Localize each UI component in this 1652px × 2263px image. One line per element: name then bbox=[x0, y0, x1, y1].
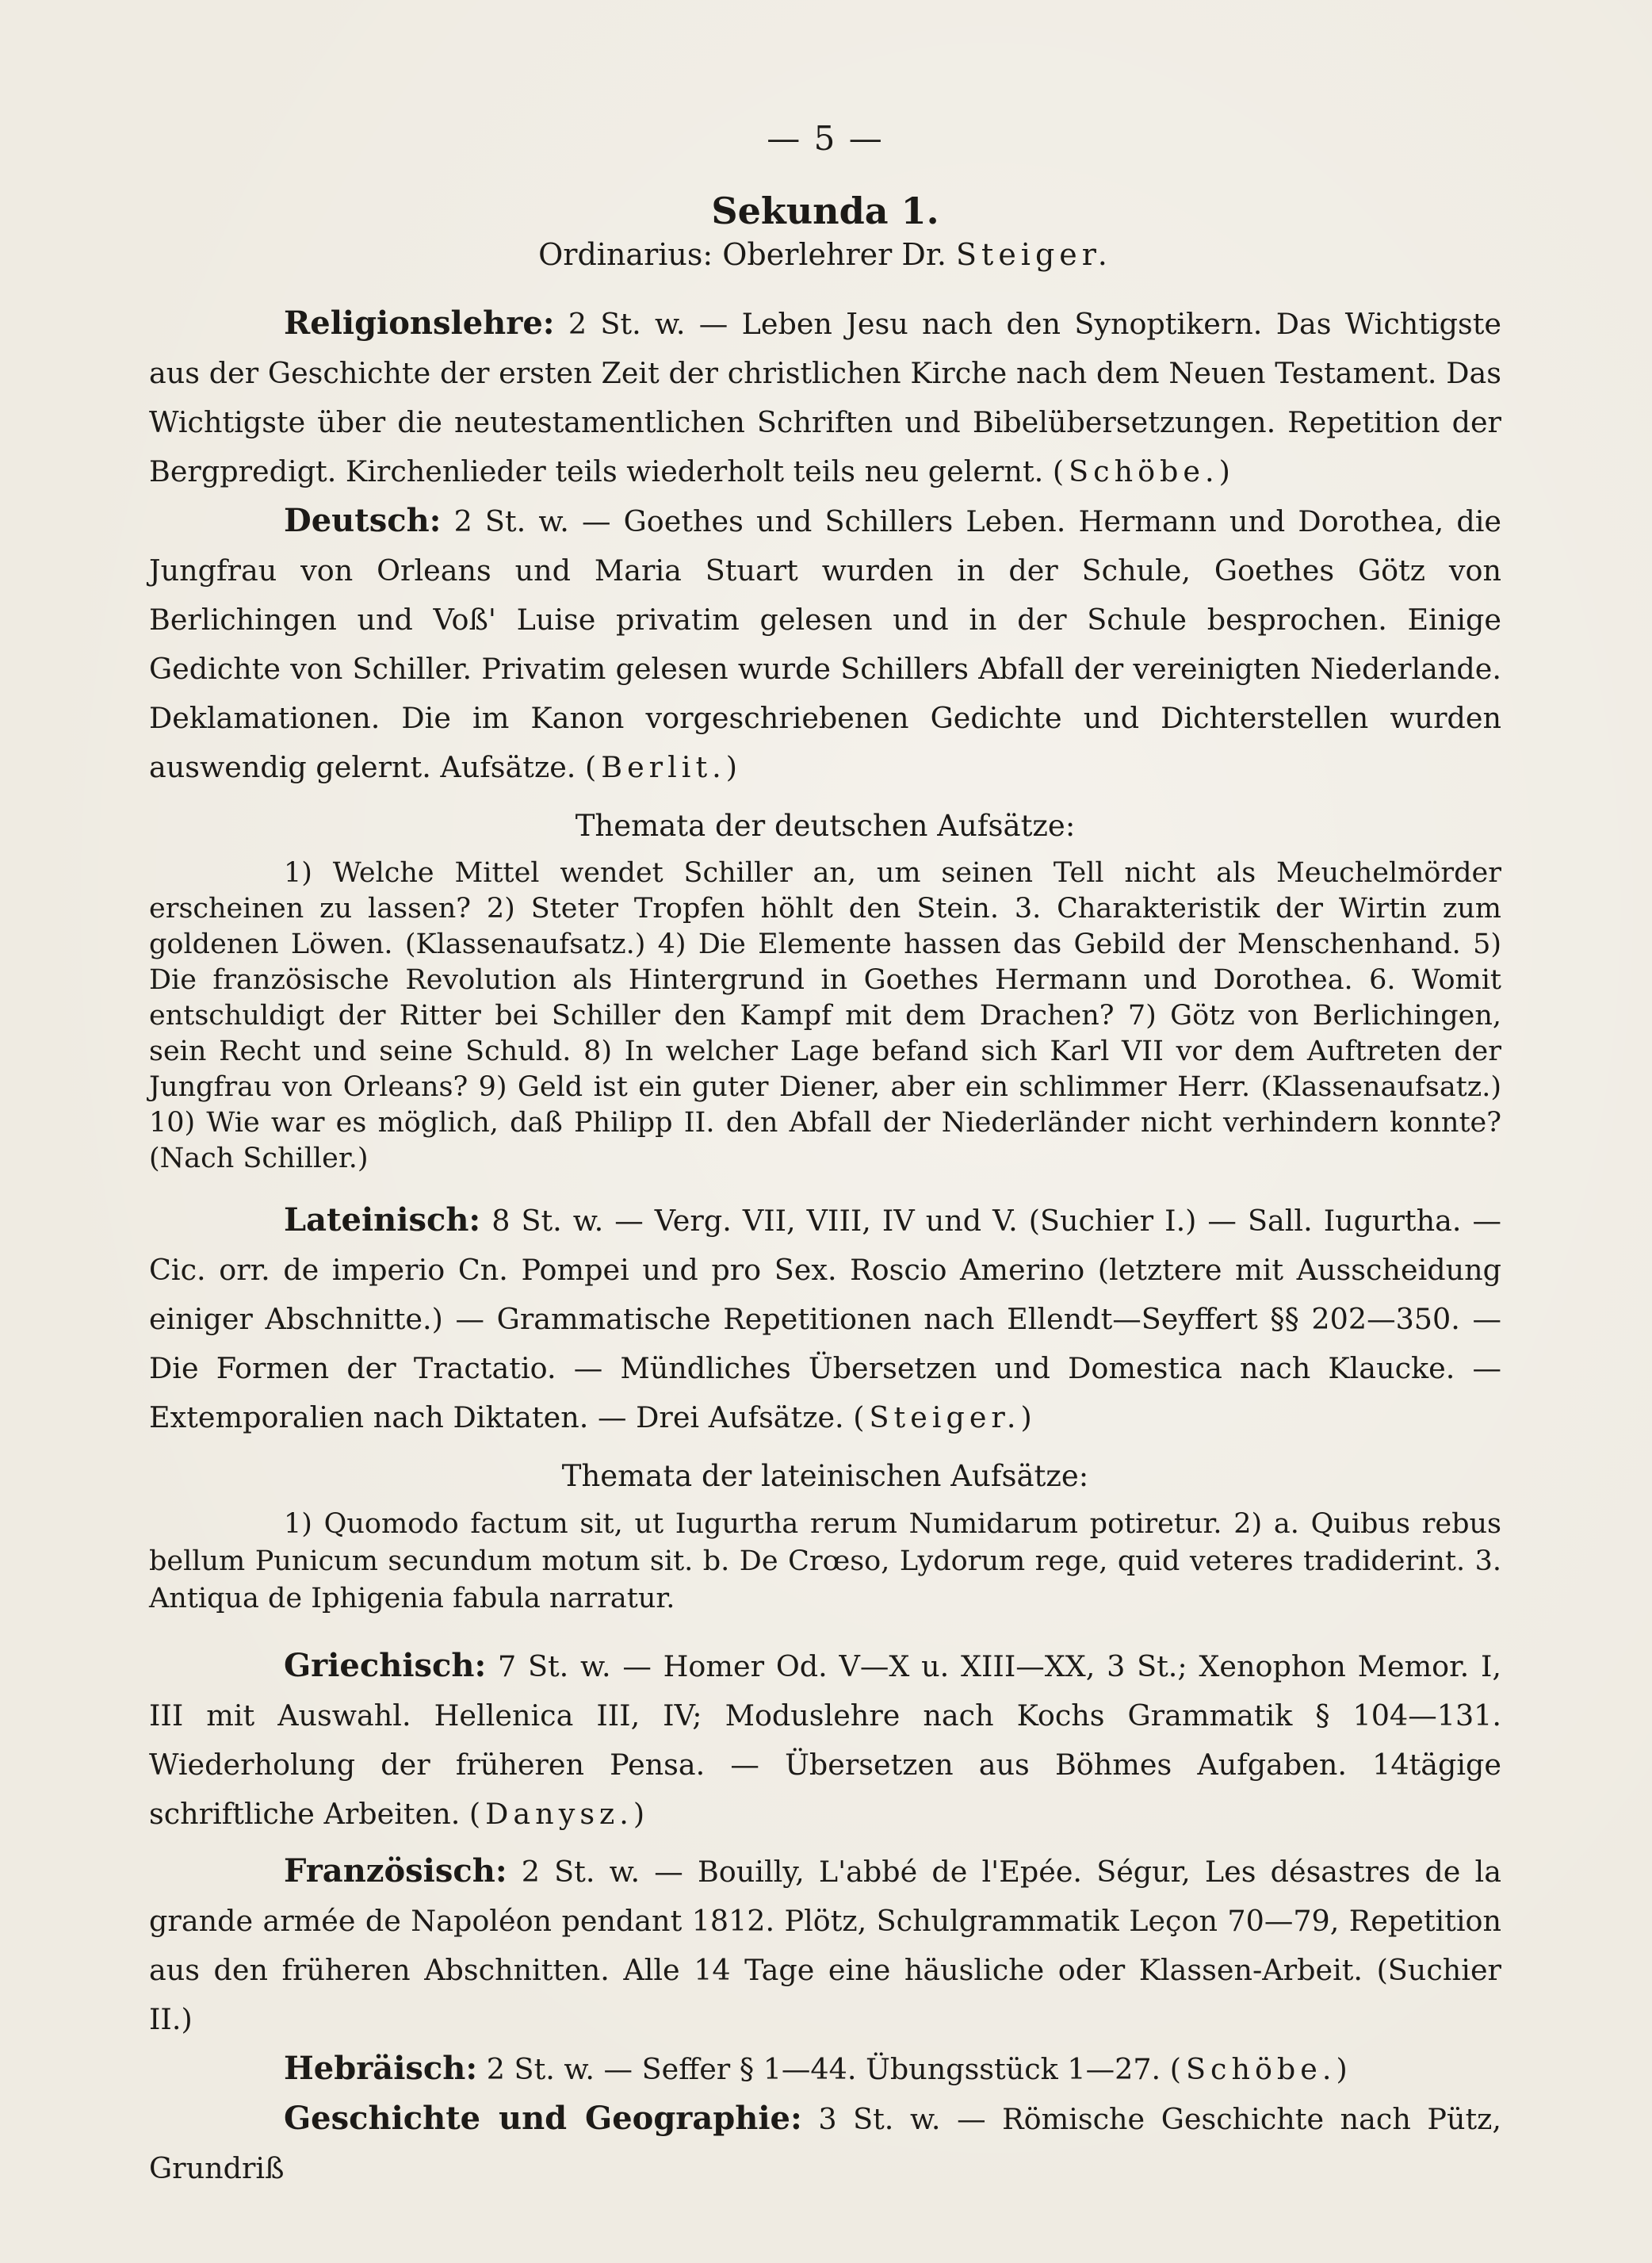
subject-name: Deutsch: bbox=[284, 502, 442, 539]
subject-hebraeisch bbox=[149, 2044, 1501, 2094]
subject-text: 2 St. w. — Bouilly, L'abbé de l'Epée. Ségur, Les désastres de la grande armée de Napoléon pendant 1812. Plötz, Schulgrammatik Leçon 70—79, Repetition aus den früheren Abschnitten. Alle 14 Tage eine häusliche oder Klassen-Arbeit. bbox=[149, 1855, 1501, 1987]
subject-text: 2 St. w. — Leben Jesu nach den Synoptikern. Das Wichtigste aus der Geschichte der ersten Zeit der christlichen Kirche nach dem Neuen Testament. Das Wichtigste über die neutestamentlichen Schriften und Bibelübersetzungen. Repetition der Bergpredigt. Kirchenlieder teils wiederholt teils neu gelernt. bbox=[149, 307, 1501, 488]
subject-franzoesisch bbox=[149, 1847, 1501, 2044]
subject-text: 8 St. w. — Verg. VII, VIII, IV und V. (Suchier I.) — Sall. Iugurtha. — Cic. orr. de imperio Cn. Pompei und pro Sex. Roscio Amerino (letztere mit Ausscheidung einiger Abschnitte.) — Grammatische Repetitionen nach Ellendt—Seyffert §§ 202—350. — Die Formen der Tractatio. — Mündliches Übersetzen und Domestica nach Klaucke. — Extemporalien nach Diktaten. — Drei Aufsätze. bbox=[149, 1204, 1501, 1434]
subject-text: 7 St. w. — Homer Od. V—X u. XIII—XX, 3 St.; Xenophon Memor. I, III mit Auswahl. Hellenica III, IV; Moduslehre nach Kochs Grammatik § 104—131. Wiederholung der früheren Pensa. — Übersetzen aus Böhmes Aufgaben. 14tägige schriftliche Arbeiten. bbox=[149, 1649, 1501, 1831]
teacher-name: (Berlit.) bbox=[585, 750, 742, 784]
teacher-name: (Steiger.) bbox=[853, 1400, 1037, 1434]
class-title: Sekunda 1. bbox=[711, 190, 939, 232]
ordinarius-line bbox=[149, 237, 1501, 272]
subject-text: 2 St. w. — Goethes und Schillers Leben. Hermann und Dorothea, die Jungfrau von Orleans und Maria Stuart wurden in der Schule, Goethes Götz von Berlichingen und Voß' Luise privatim gelesen und in der Schule besprochen. Einige Gedichte von Schiller. Privatim gelesen wurde Schillers Abfall der vereinigten Niederlande. Deklamationen. Die im Kanon vorgeschriebenen Gedichte und Dichterstellen wurden auswendig gelernt. Aufsätze. bbox=[149, 504, 1501, 784]
subject-name: Geschichte und Geographie: bbox=[284, 2100, 802, 2137]
teacher-name: (Schöbe.) bbox=[1169, 2052, 1352, 2086]
subject-name: Religionslehre: bbox=[284, 304, 555, 342]
teacher-name: (Schöbe.) bbox=[1052, 454, 1235, 488]
themes-list-latein: 1) Quomodo factum sit, ut Iugurtha rerum Numidarum potiretur. 2) a. Quibus rebus bellum Punicum secundum motum sit. b. De Crœso, Lydorum rege, quid veteres tradiderint. 3. Antiqua de Iphigenia fabula narratur. bbox=[149, 1508, 1501, 1614]
subject-deutsch bbox=[149, 496, 1501, 792]
subject-text: 3 St. w. — Römische Geschichte nach Pütz, Grundriß bbox=[149, 2102, 1501, 2185]
themes-title-latein: Themata der lateinischen Aufsätze: bbox=[561, 1459, 1089, 1493]
themes-title-deutsch: Themata der deutschen Aufsätze: bbox=[575, 809, 1076, 843]
subject-name: Hebräisch: bbox=[284, 2050, 478, 2087]
ordinarius-name: Steiger. bbox=[956, 237, 1112, 272]
ordinarius-label: Ordinarius: Oberlehrer Dr. bbox=[538, 237, 946, 272]
subject-latein bbox=[149, 1196, 1501, 1442]
themes-list-deutsch: 1) Welche Mittel wendet Schiller an, um seinen Tell nicht als Meuchelmörder erscheinen zu lassen? 2) Steter Tropfen höhlt den Stein. 3. Charakteristik der Wirtin zum goldenen Löwen. (Klassenaufsatz.) 4) Die Elemente hassen das Gebild der Menschenhand. 5) Die französische Revolution als Hintergrund in Goethes Hermann und Dorothea. 6. Womit entschuldigt der Ritter bei Schiller den Kampf mit dem Drachen? 7) Götz von Berlichingen, sein Recht und seine Schuld. 8) In welcher Lage befand sich Karl VII vor dem Auftreten der Jungfrau von Orleans? 9) Geld ist ein guter Diener, aber ein schlimmer Herr. (Klassenaufsatz.) 10) Wie war es möglich, daß Philipp II. den Abfall der Niederländer nicht verhindern konnte? (Nach Schiller.) bbox=[149, 857, 1501, 1174]
teacher-name: (Danysz.) bbox=[468, 1797, 650, 1831]
subject-name: Lateinisch: bbox=[284, 1201, 481, 1239]
subject-text: 2 St. w. — Seffer § 1—44. Übungsstück 1—27. bbox=[486, 2052, 1161, 2086]
subject-griechisch bbox=[149, 1641, 1501, 1839]
subject-name: Französisch: bbox=[284, 1852, 507, 1890]
page-number: — 5 — bbox=[767, 119, 884, 158]
subject-geschichte bbox=[149, 2094, 1501, 2193]
subject-religion bbox=[149, 299, 1501, 496]
subject-name: Griechisch: bbox=[284, 1647, 487, 1684]
teacher-name: (Suchier II.) bbox=[149, 1953, 1501, 2036]
